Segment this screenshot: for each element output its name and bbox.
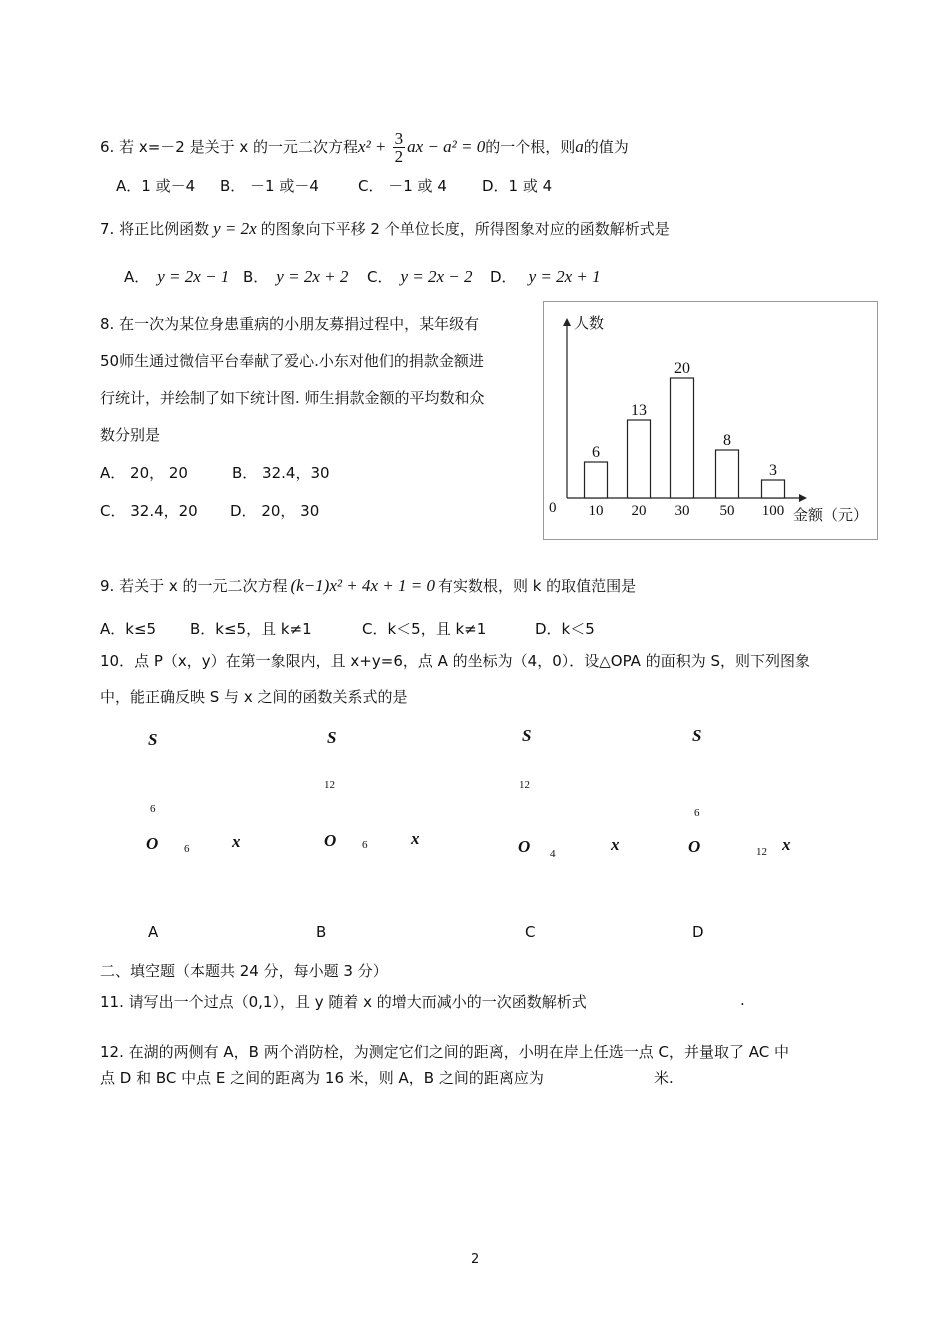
category-label: 10 (588, 503, 604, 519)
graph-b-x-value: 6 (362, 839, 368, 851)
q8-line-2: 50师生通过微信平台奉献了爱心.小东对他们的捐款金额进 (100, 352, 484, 370)
q7-suffix: 的图象向下平移 2 个单位长度，所得图象对应的函数解析式是 (260, 220, 670, 238)
graph-d-letter: D (692, 923, 704, 941)
q7-option-d-expr: y = 2x + 1 (528, 267, 601, 286)
q6-eq-part2: ax − a² = 0 (407, 137, 486, 156)
q9-suffix: 有实数根，则 k 的取值范围是 (437, 577, 637, 595)
graph-d-x-label: x (782, 835, 791, 854)
q6-option-c: C． －1 或 4 (358, 177, 447, 195)
x-axis-arrow (799, 494, 807, 502)
donation-chart-svg (544, 302, 877, 539)
category-label: 100 (761, 503, 785, 519)
x-axis-label: 金额（元） (793, 506, 869, 524)
q6-frac-num: 3 (394, 129, 404, 148)
q9-option-d: D．k＜5 (535, 620, 595, 638)
q6-suffix: 的一个根，则 (485, 138, 576, 156)
graph-c-letter: C (525, 923, 536, 941)
bar-value-label: 20 (674, 360, 690, 377)
q6-prefix: 6. 若 x=－2 是关于 x 的一元二次方程 (100, 138, 359, 156)
bar (585, 462, 608, 498)
graph-a-s-label: S (148, 730, 158, 749)
graph-a-letter: A (148, 923, 159, 941)
graph-a-y-value: 6 (150, 803, 156, 815)
graph-a-x-value: 6 (184, 843, 190, 855)
q8-line-1: 8. 在一次为某位身患重病的小朋友募捐过程中，某年级有 (100, 315, 480, 333)
graph-c-frame (532, 848, 542, 858)
q7-stem (100, 218, 670, 239)
q12-line-1: 12. 在湖的两侧有 A，B 两个消防栓，为测定它们之间的距离，小明在岸上任选一点 C，并量取了 AC 中 (100, 1043, 789, 1061)
bar-value-label: 6 (592, 444, 600, 461)
graph-b-frame (338, 841, 348, 851)
q7-func: y = 2x (213, 219, 257, 238)
q12-end: 米. (654, 1069, 674, 1087)
graph-b-s-label: S (327, 728, 337, 747)
bar (628, 420, 651, 498)
q6-var: a (575, 137, 584, 156)
q9-option-c: C．k＜5，且 k≠1 (362, 620, 487, 638)
bar (671, 378, 694, 498)
bar-value-label: 3 (769, 462, 777, 479)
q6-frac-den: 2 (394, 147, 404, 166)
q7-option-b-letter: B． (243, 268, 269, 286)
q10-line-1: 10．点 P（x，y）在第一象限内，且 x+y=6，点 A 的坐标为（4，0）．设△OPA 的面积为 S，则下列图象 (100, 652, 810, 670)
graph-b-origin: O (324, 831, 337, 850)
q6-stem (100, 130, 629, 165)
q7-option-d (490, 266, 601, 287)
q7-option-d-letter: D． (490, 268, 517, 286)
donation-chart (543, 301, 878, 540)
bar-value-label: 13 (631, 402, 647, 419)
q9-stem (100, 575, 636, 596)
q7-option-a-expr: y = 2x − 1 (157, 267, 230, 286)
graph-d-frame (702, 848, 712, 858)
graph-b-letter: B (316, 923, 327, 941)
origin-label: 0 (549, 500, 557, 516)
q8-option-a: A． 20， 20 (100, 464, 188, 482)
bar (716, 450, 739, 498)
graph-d-y-value: 6 (694, 807, 700, 819)
q8-option-d: D． 20， 30 (230, 502, 320, 520)
q12-line-2: 点 D 和 BC 中点 E 之间的距离为 16 米，则 A，B 之间的距离应为 (100, 1069, 544, 1087)
q7-option-a (124, 266, 229, 287)
graph-a-x-label: x (232, 832, 241, 851)
y-axis-label: 人数 (574, 314, 605, 332)
q7-option-c-letter: C． (367, 268, 393, 286)
graph-b-x-label: x (411, 829, 420, 848)
category-label: 50 (719, 503, 735, 519)
q7-option-c (367, 266, 473, 287)
q8-line-4: 数分别是 (100, 426, 161, 444)
q9-expr: (k−1)x² + 4x + 1 = 0 (290, 576, 435, 595)
q8-option-b: B． 32.4，30 (232, 464, 330, 482)
graph-c-y-value: 12 (519, 779, 530, 791)
y-axis-arrow (563, 318, 571, 326)
graph-c-origin: O (518, 837, 531, 856)
q9-option-b: B．k≤5，且 k≠1 (190, 620, 312, 638)
q6-option-b: B． －1 或－4 (220, 177, 319, 195)
page-number: 2 (471, 1252, 480, 1267)
q6-suffix2: 的值为 (583, 138, 629, 156)
bar (762, 480, 785, 498)
q11-text: 11. 请写出一个过点（0,1），且 y 随着 x 的增大而减小的一次函数解析式 (100, 993, 587, 1011)
graph-c-x-label: x (611, 835, 620, 854)
graph-d-origin: O (688, 837, 701, 856)
graph-c-s-label: S (522, 726, 532, 745)
category-label: 20 (631, 503, 647, 519)
q7-option-b (243, 266, 348, 287)
q11-end: . (740, 991, 745, 1009)
q9-prefix: 9. 若关于 x 的一元二次方程 (100, 577, 288, 595)
q9-option-a: A．k≤5 (100, 620, 157, 638)
q7-option-c-expr: y = 2x − 2 (400, 267, 473, 286)
q7-option-b-expr: y = 2x + 2 (276, 267, 349, 286)
q7-option-a-letter: A． (124, 268, 150, 286)
q8-option-c: C． 32.4，20 (100, 502, 198, 520)
q10-line-2: 中，能正确反映 S 与 x 之间的函数关系式的是 (100, 688, 408, 706)
q8-line-3: 行统计，并绘制了如下统计图. 师生捐款金额的平均数和众 (100, 389, 485, 407)
q7-prefix: 7. 将正比例函数 (100, 220, 210, 238)
section-2-heading: 二、填空题（本题共 24 分，每小题 3 分） (100, 962, 388, 980)
bar-value-label: 8 (723, 432, 731, 449)
graph-a-origin: O (146, 834, 159, 853)
graph-d-x-value: 12 (756, 846, 767, 858)
q6-option-a: A．1 或－4 (116, 177, 196, 195)
q6-eq-part1: x² + (358, 137, 391, 156)
q6-fraction (393, 130, 406, 165)
graph-a-frame (160, 845, 170, 855)
category-label: 30 (674, 503, 690, 519)
graph-d-s-label: S (692, 726, 702, 745)
q6-option-d: D．1 或 4 (482, 177, 553, 195)
graph-b-y-value: 12 (324, 779, 335, 791)
graph-c-x-value: 4 (550, 848, 556, 860)
